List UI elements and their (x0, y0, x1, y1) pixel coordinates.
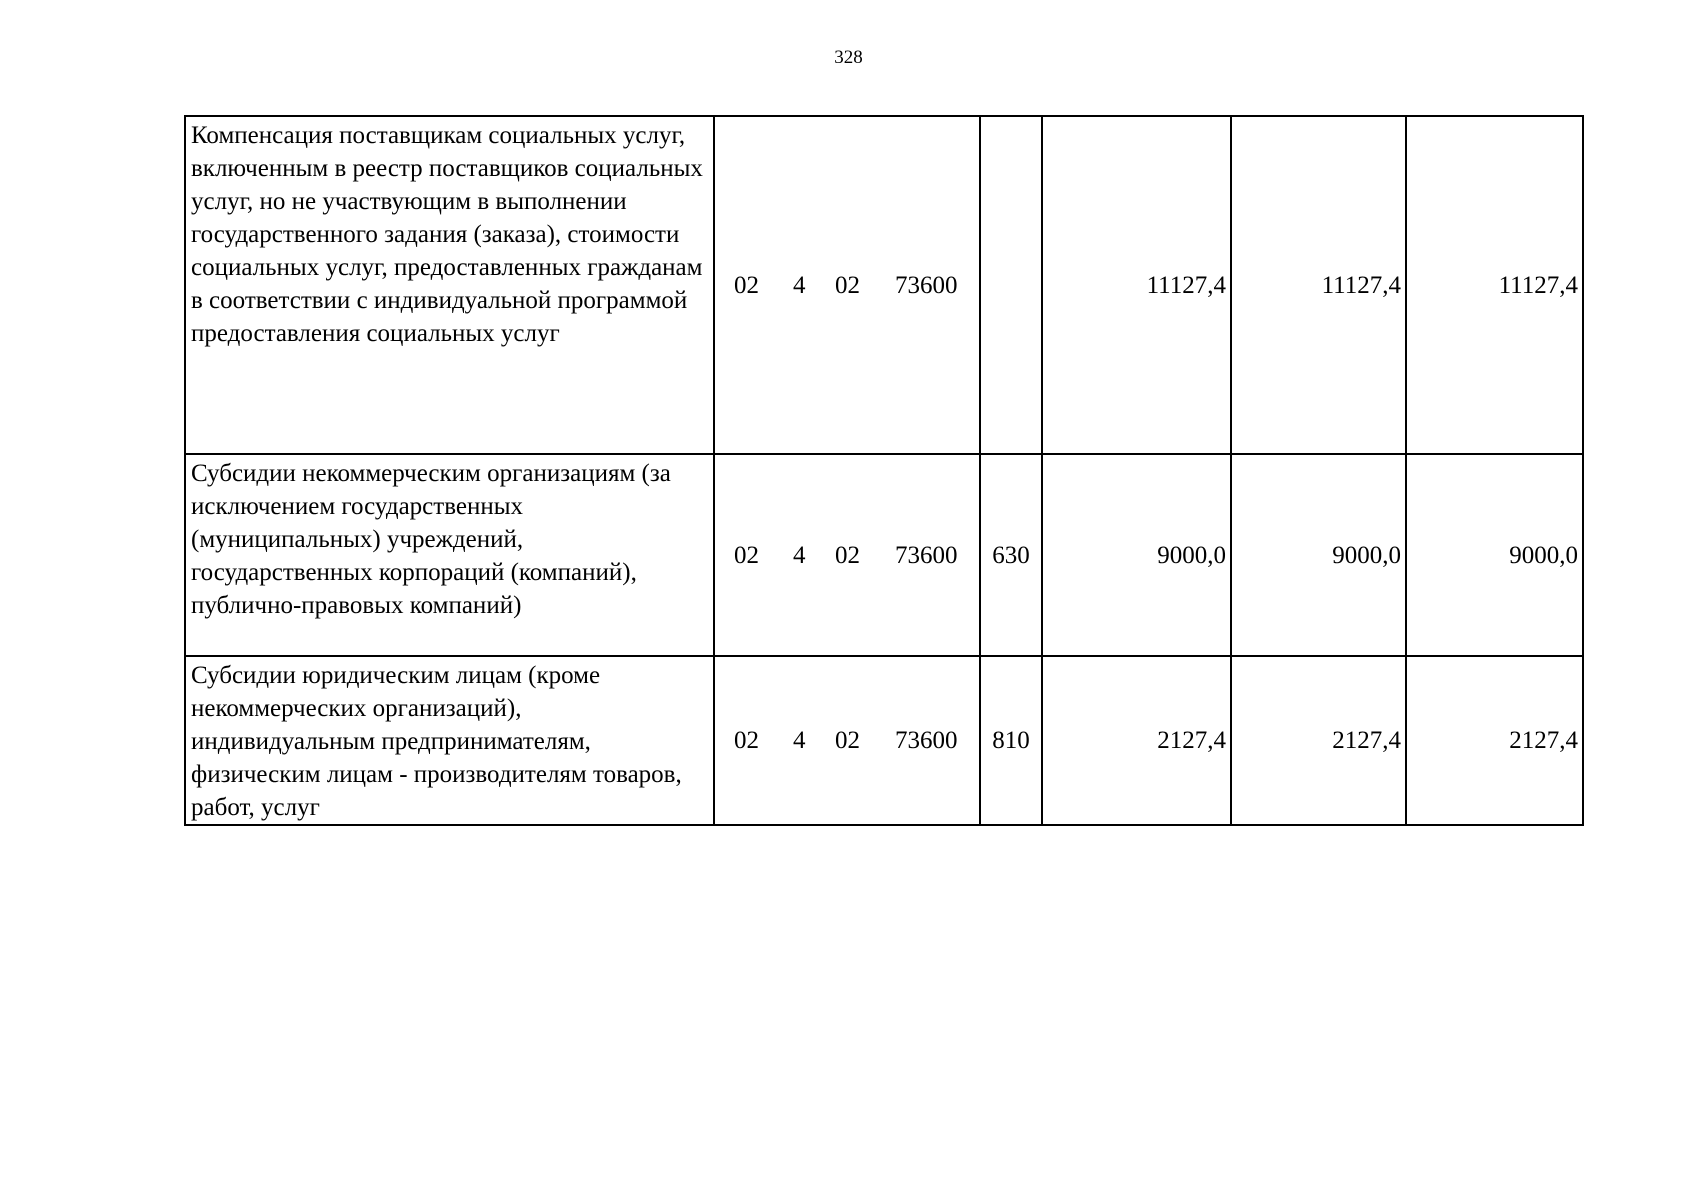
event-code: 02 (835, 727, 860, 754)
amount-year-2: 11127,4 (1231, 116, 1406, 454)
target-article-code (714, 454, 980, 656)
amount-year-1: 11127,4 (1042, 116, 1231, 454)
budget-table (184, 115, 1584, 826)
subprogram-code: 4 (793, 727, 806, 754)
program-code: 02 (734, 541, 759, 569)
amount-year-2: 9000,0 (1231, 454, 1406, 656)
subprogram-code: 4 (793, 271, 806, 299)
table-row (185, 454, 1583, 656)
amount-year-3: 2127,4 (1406, 656, 1583, 825)
target-article-code (714, 656, 980, 825)
table-row (185, 656, 1583, 825)
direction-code: 73600 (895, 541, 958, 569)
amount-year-3: 9000,0 (1406, 454, 1583, 656)
row-description: Субсидии юридическим лицам (кроме некоммерческих организаций), индивидуальным предпринимателям, физическим лицам - производителям товаров, работ, услуг (185, 656, 714, 825)
page-number: 328 (834, 47, 863, 68)
direction-code: 73600 (895, 727, 958, 754)
subprogram-code: 4 (793, 541, 806, 569)
row-description: Субсидии некоммерческим организациям (за исключением государственных (муниципальных) учреждений, государственных корпораций (компаний), публично-правовых компаний) (185, 454, 714, 656)
expense-type-code: 630 (980, 454, 1042, 656)
amount-year-3: 11127,4 (1406, 116, 1583, 454)
amount-year-1: 9000,0 (1042, 454, 1231, 656)
program-code: 02 (734, 727, 759, 754)
row-description: Компенсация поставщикам социальных услуг, включенным в реестр поставщиков социальных услуг, но не участвующим в выполнении государственного задания (заказа), стоимости социальных услуг, предоставленных гражданам в соответствии с индивидуальной программой предоставления социальных услуг (185, 116, 714, 454)
expense-type-code (980, 116, 1042, 454)
program-code: 02 (734, 271, 759, 299)
event-code: 02 (835, 271, 860, 299)
target-article-code (714, 116, 980, 454)
amount-year-2: 2127,4 (1231, 656, 1406, 825)
event-code: 02 (835, 541, 860, 569)
expense-type-code: 810 (980, 656, 1042, 825)
direction-code: 73600 (895, 271, 958, 299)
table-row (185, 116, 1583, 454)
amount-year-1: 2127,4 (1042, 656, 1231, 825)
